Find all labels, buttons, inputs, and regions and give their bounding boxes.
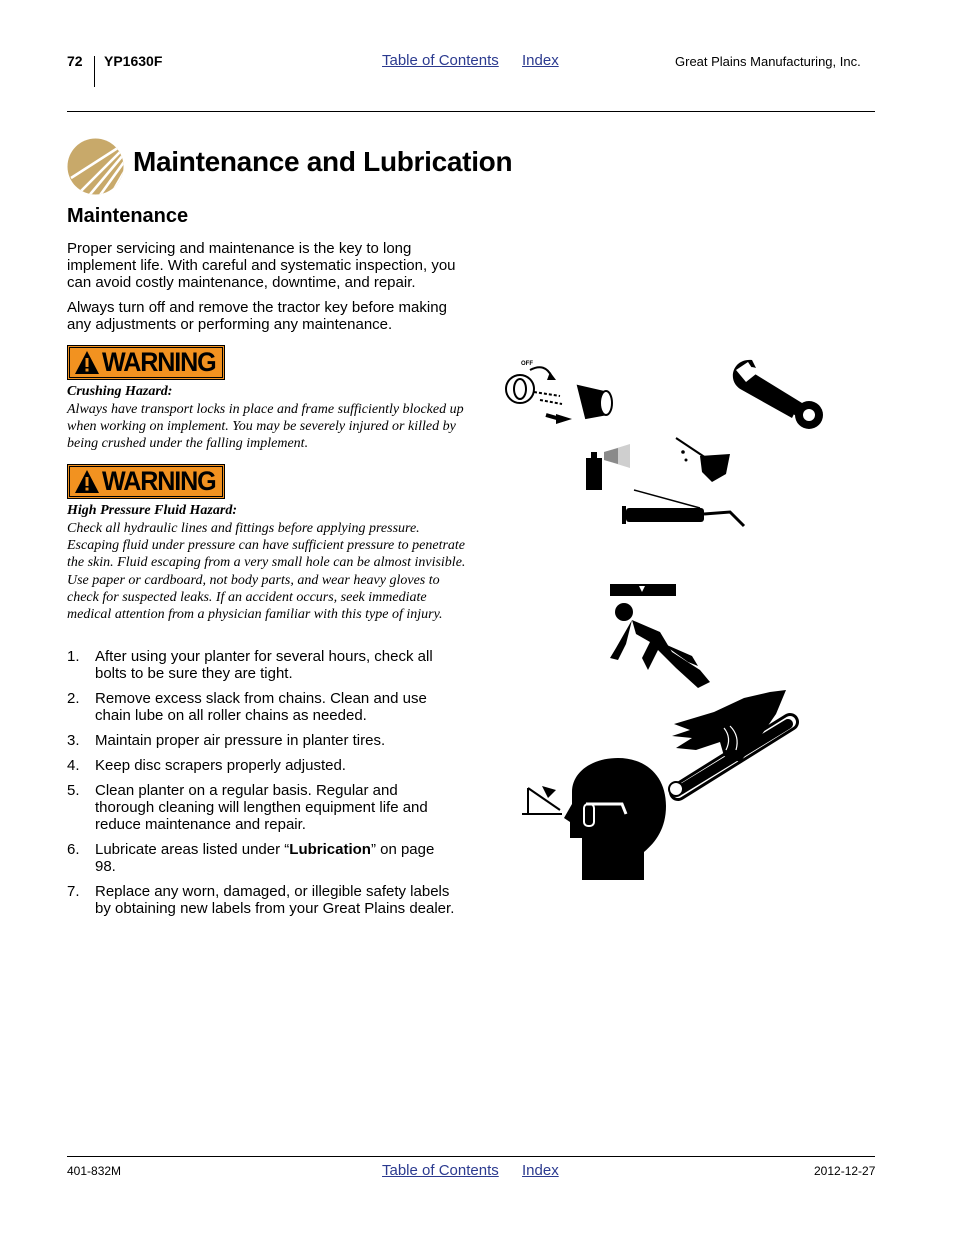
list-number: 4. <box>67 757 80 774</box>
warning-text: WARNING <box>102 347 216 377</box>
list-text-pre: Lubricate areas listed under “ <box>95 841 290 858</box>
list-number: 2. <box>67 690 80 707</box>
great-plains-logo-icon <box>67 138 124 195</box>
maintenance-safety-illustration <box>500 352 830 887</box>
revision-date: 2012-12-27 <box>814 1164 876 1178</box>
key-paragraph: Always turn off and remove the tractor key before making any adjustments or performing any maintenance. <box>67 299 447 333</box>
document-code: 401-832M <box>67 1164 122 1178</box>
injured-hand-icon <box>669 690 790 796</box>
warning-label <box>67 345 225 380</box>
hazard-text: Check all hydraulic lines and fittings before applying pressure. Escaping fluid under pressure can have sufficient pressure to penetrate the skin. Fluid escaping from a very small hole can be almost invisible. Use paper or cardboard, not body parts, and wear heavy gloves to check for suspected leaks. If an accident occurs, seek immediate medical attention from a physician familiar with this type of injury. <box>67 521 466 623</box>
hazard-text: Always have transport locks in place and frame sufficiently blocked up when working on implement. You may be severely injured or killed by being crushed under the falling implement. <box>67 402 464 452</box>
falling-person-icon <box>610 584 710 688</box>
list-text: Maintain proper air pressure in planter tires. <box>95 732 386 749</box>
oil-can-icon <box>676 438 730 482</box>
list-number: 1. <box>67 648 80 665</box>
ignition-key-icon <box>506 367 612 424</box>
warning-triangle-icon <box>74 350 100 376</box>
header-toc-link[interactable]: Table of Contents <box>382 52 499 69</box>
list-number: 3. <box>67 732 80 749</box>
warning-text: WARNING <box>102 466 216 496</box>
hazard-title: Crushing Hazard: <box>67 384 173 399</box>
list-number: 5. <box>67 782 80 799</box>
company-name: Great Plains Manufacturing, Inc. <box>675 54 861 69</box>
list-text: Keep disc scrapers properly adjusted. <box>95 757 346 774</box>
grease-gun-icon <box>622 490 744 526</box>
wrench-icon <box>733 360 823 429</box>
header-index-link[interactable]: Index <box>522 52 559 69</box>
warning-triangle-icon <box>74 469 100 495</box>
page-number: 72 <box>67 53 83 69</box>
footer-toc-link[interactable]: Table of Contents <box>382 1162 499 1179</box>
ignition-off-label: OFF <box>521 361 533 367</box>
model-name: YP1630F <box>104 53 163 69</box>
section-title: Maintenance <box>67 205 189 227</box>
warning-label <box>67 464 225 499</box>
safety-glasses-head-icon <box>522 758 666 880</box>
list-text-post: ” on page 98. <box>95 841 435 875</box>
intro-paragraph: Proper servicing and maintenance is the key to long implement life. With careful and systematic inspection, you can avoid costly maintenance, downtime, and repair. <box>67 240 456 291</box>
footer-index-link[interactable]: Index <box>522 1162 559 1179</box>
list-text <box>95 841 455 875</box>
lubrication-reference: Lubrication <box>289 841 371 858</box>
page-title: Maintenance and Lubrication <box>133 146 513 177</box>
list-number: 7. <box>67 883 80 900</box>
list-text: After using your planter for several hours, check all bolts to be sure they are tight. <box>95 648 433 682</box>
footer-rule <box>67 1156 875 1157</box>
list-text: Clean planter on a regular basis. Regular and thorough cleaning will lengthen equipment life and reduce maintenance and repair. <box>95 782 428 833</box>
spray-can-icon <box>586 444 630 490</box>
list-number: 6. <box>67 841 80 858</box>
header-rule <box>67 111 875 112</box>
hazard-title: High Pressure Fluid Hazard: <box>67 503 237 518</box>
list-text: Replace any worn, damaged, or illegible safety labels by obtaining new labels from your Great Plains dealer. <box>95 883 455 917</box>
header-divider <box>94 56 95 87</box>
list-text: Remove excess slack from chains. Clean and use chain lube on all roller chains as needed. <box>95 690 427 724</box>
